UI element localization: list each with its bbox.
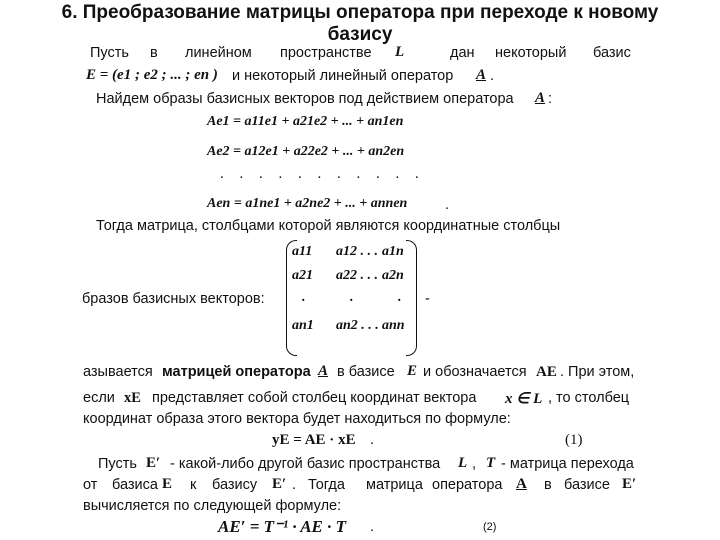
- intro-word: базис: [593, 45, 631, 61]
- matrix-cell: a2n: [382, 268, 404, 283]
- matrix-cell: a22 . . .: [336, 268, 378, 283]
- space-symbol: L: [458, 455, 468, 471]
- operator-symbol: A: [535, 90, 546, 106]
- operator-symbol: A: [516, 476, 527, 492]
- intro-word: некоторый: [495, 45, 567, 61]
- para2-text: , то столбец: [548, 390, 630, 406]
- intro-word: дан: [450, 45, 475, 61]
- para3-word: базисе: [564, 477, 610, 493]
- images-heading-colon: :: [548, 91, 553, 107]
- para3-word: .: [292, 477, 297, 493]
- matrix-cell: .: [302, 290, 306, 305]
- basis-prime-symbol: E′: [622, 476, 637, 492]
- matrix-cell: .: [350, 290, 354, 305]
- matrix-cell: a12 . . .: [336, 244, 378, 259]
- para2-text: представляет собой столбец координат вектора: [152, 390, 477, 406]
- formula-1-dot: .: [370, 432, 375, 448]
- equation-row: Ae2 = a12e1 + a22e2 + ... + an2en: [207, 144, 405, 159]
- basis-prime-symbol: E′: [272, 476, 287, 492]
- intro-space-symbol: L: [395, 44, 405, 60]
- matrix-cell: an1: [292, 318, 314, 333]
- intro-word: линейном: [185, 45, 252, 61]
- matrix-notation: AE: [536, 364, 557, 380]
- para3-text: вычисляется по следующей формуле:: [83, 498, 342, 514]
- para3-word: к: [190, 477, 197, 493]
- para3-text: Пусть: [98, 456, 137, 472]
- formula-1-number: (1): [565, 432, 583, 448]
- matrix-dash: -: [425, 291, 430, 307]
- matrix-cell: a11: [292, 244, 313, 259]
- images-heading-text: Найдем образы базисных векторов под действием оператора: [96, 91, 514, 107]
- basis-expression: E = (e1 ; e2 ; ... ; en ): [86, 67, 218, 83]
- formula-1: yE = AE · xE: [272, 432, 356, 448]
- heading-line-1: 6. Преобразование матрицы оператора при переходе к новому: [61, 2, 659, 23]
- transition-matrix-symbol: T: [486, 455, 496, 471]
- para3-word: в: [544, 477, 552, 493]
- intro-word: Пусть: [90, 45, 129, 61]
- para2-text: если: [83, 390, 115, 406]
- matrix-cell: .: [398, 290, 402, 305]
- vector-membership: x ∈ L: [505, 391, 543, 407]
- para3-word: оператора: [432, 477, 503, 493]
- coord-column-symbol: xE: [124, 390, 141, 406]
- para2-text: координат образа этого вектора будет находиться по формуле:: [83, 411, 511, 427]
- formula-2-dot: .: [370, 519, 375, 535]
- para2-text: азывается: [83, 364, 153, 380]
- operator-intro-text: и некоторый линейный оператор: [232, 68, 454, 84]
- intro-word: в: [150, 45, 158, 61]
- intro-word: пространстве: [280, 45, 372, 61]
- heading-line-2: базису: [327, 24, 393, 45]
- para3-word: матрица: [366, 477, 423, 493]
- intro-dot: .: [490, 68, 495, 84]
- para3-text: - матрица перехода: [501, 456, 634, 472]
- formula-2: AE′ = T⁻¹ · AE · T: [218, 517, 347, 536]
- matrix-cell: ann: [382, 318, 405, 333]
- basis-symbol: E: [162, 476, 173, 492]
- para2-bold-term: матрицей оператора: [162, 364, 311, 380]
- equation-row: Ae1 = a11e1 + a21e2 + ... + an1en: [207, 114, 404, 129]
- formula-2-number: (2): [483, 521, 497, 533]
- para3-word: базису: [212, 477, 258, 493]
- para3-text: - какой-либо другой базис пространства: [170, 456, 441, 472]
- matrix-cell: an2 . . .: [336, 318, 379, 333]
- para3-text: ,: [472, 456, 477, 472]
- matrix-intro-line-1: Тогда матрица, столбцами которой являются координатные столбцы: [96, 218, 561, 234]
- equation-end-dot: .: [445, 197, 450, 213]
- para2-text: и обозначается: [423, 364, 527, 380]
- basis-symbol: E: [407, 363, 418, 379]
- matrix-cell: a21: [292, 268, 313, 283]
- matrix-intro-line-2: бразов базисных векторов:: [82, 291, 265, 307]
- para2-text: в базисе: [337, 364, 395, 380]
- basis-prime-symbol: E′: [146, 455, 161, 471]
- matrix-right-bracket: [406, 240, 417, 356]
- equation-row: Aen = a1ne1 + a2ne2 + ... + annen: [207, 196, 408, 211]
- matrix-cell: a1n: [382, 244, 404, 259]
- para3-word: от: [83, 477, 98, 493]
- para3-word: Тогда: [308, 477, 345, 493]
- operator-symbol: A: [476, 67, 487, 83]
- para2-text: . При этом,: [560, 364, 635, 380]
- operator-symbol: A: [318, 363, 329, 379]
- equation-dots: . . . . . . . . . . .: [220, 166, 425, 182]
- para3-word: базиса: [112, 477, 158, 493]
